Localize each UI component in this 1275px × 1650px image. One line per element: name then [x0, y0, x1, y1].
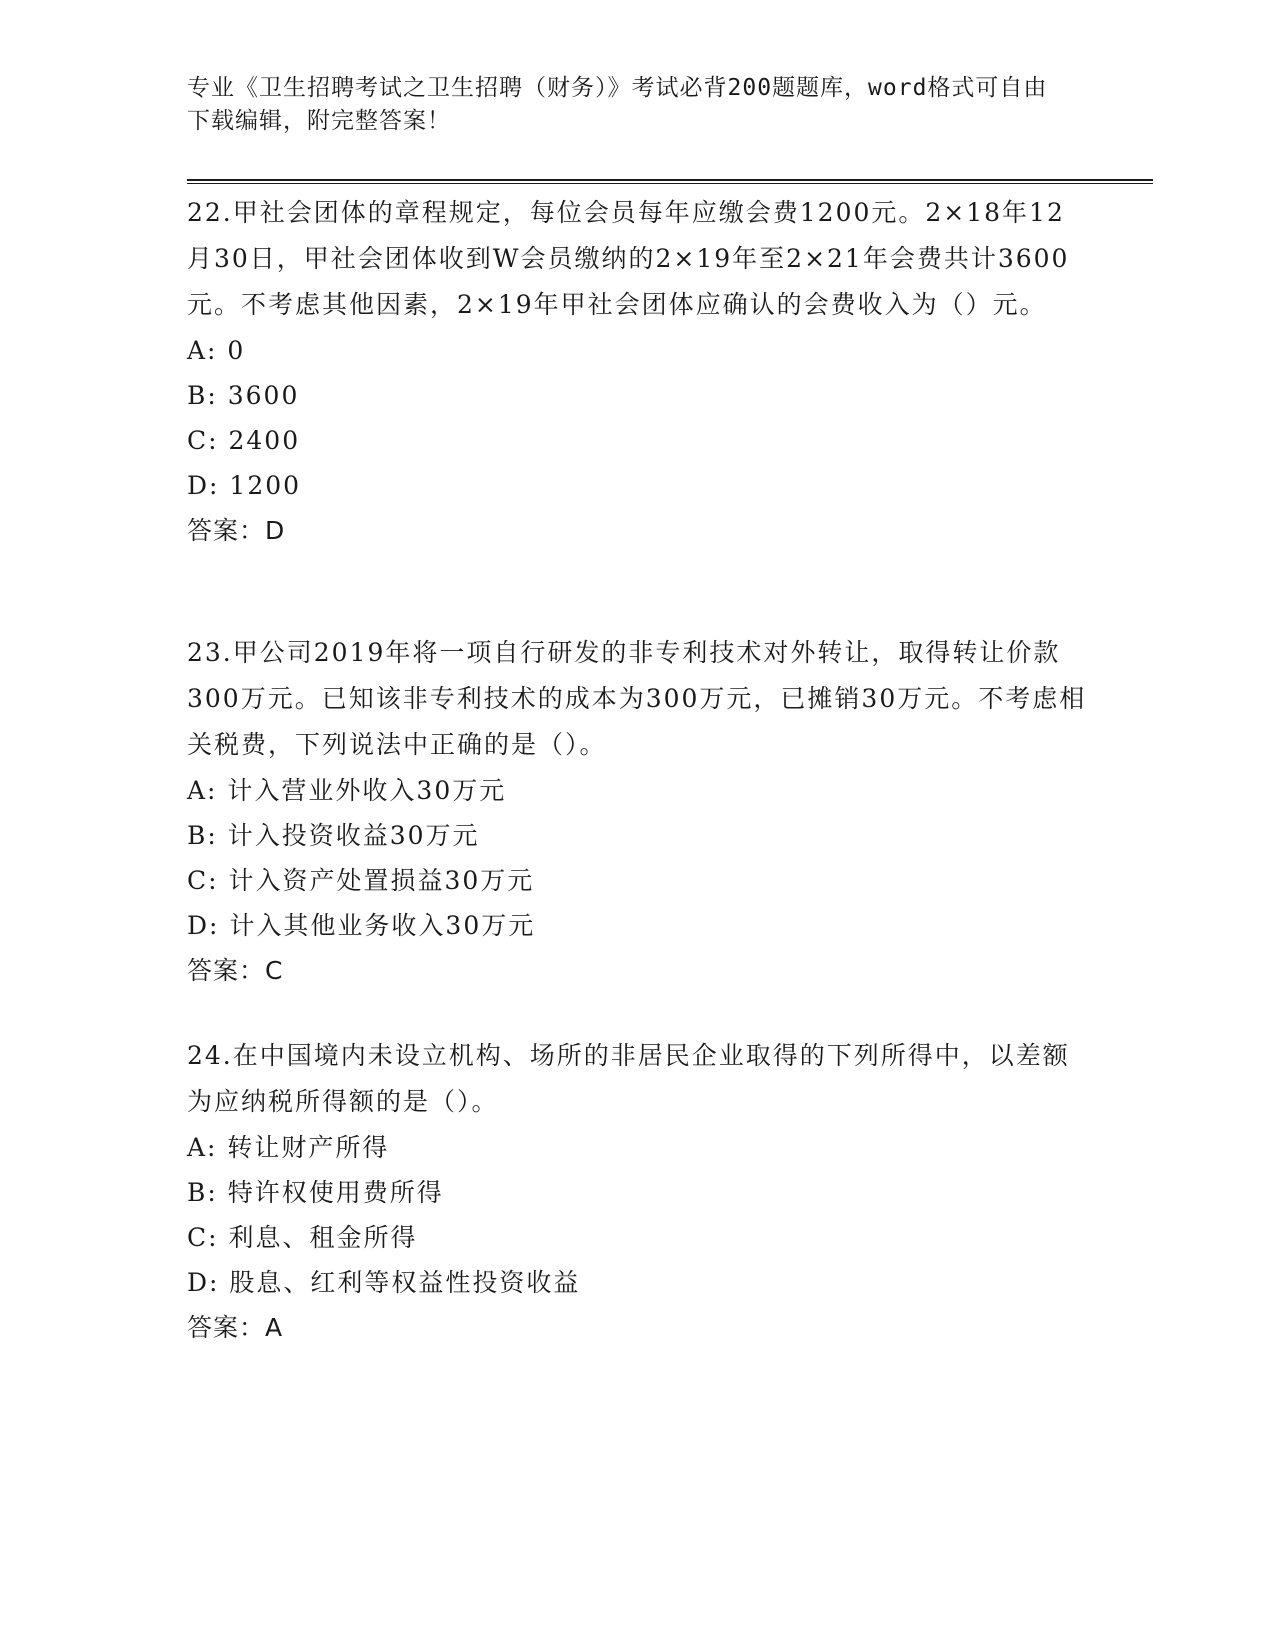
answer-text: 答案：A	[187, 1313, 284, 1342]
answer-text: 答案：C	[187, 956, 284, 985]
option-b: B: 计入投资收益30万元	[187, 821, 480, 850]
question-23	[187, 630, 1087, 994]
document-header: 专业《卫生招聘考试之卫生招聘（财务）》考试必背200题题库，word格式可自由下载编辑，附完整答案！	[187, 75, 1048, 134]
option-a: A: 0	[187, 336, 246, 365]
option-list	[187, 768, 1087, 948]
question-24	[187, 1033, 1087, 1351]
option-c: C: 利息、租金所得	[187, 1223, 418, 1252]
option-c: C: 2400	[187, 426, 301, 455]
question-stem: 22.甲社会团体的章程规定，每位会员每年应缴会费1200元。2×18年12月30日，甲社会团体收到W会员缴纳的2×19年至2×21年会费共计3600元。不考虑其他因素，2×19年甲社会团体应确认的会费收入为（）元。	[187, 198, 1070, 319]
option-a: A: 计入营业外收入30万元	[187, 776, 507, 805]
question-stem: 23.甲公司2019年将一项自行研发的非专利技术对外转让，取得转让价款300万元。已知该非专利技术的成本为300万元，已摊销30万元。不考虑相关税费，下列说法中正确的是（）。	[187, 638, 1087, 759]
question-22	[187, 190, 1087, 554]
option-b: B: 3600	[187, 381, 300, 410]
option-a: A: 转让财产所得	[187, 1133, 390, 1162]
option-list	[187, 1125, 1087, 1305]
header-divider-thin	[187, 183, 1153, 184]
answer-text: 答案：D	[187, 516, 286, 545]
question-stem: 24.在中国境内未设立机构、场所的非居民企业取得的下列所得中，以差额为应纳税所得额的是（）。	[187, 1041, 1070, 1116]
option-c: C: 计入资产处置损益30万元	[187, 866, 535, 895]
option-d: D: 1200	[187, 471, 302, 500]
option-list	[187, 328, 1087, 508]
option-d: D: 股息、红利等权益性投资收益	[187, 1268, 581, 1297]
option-d: D: 计入其他业务收入30万元	[187, 911, 536, 940]
header-divider-thick	[187, 179, 1153, 181]
option-b: B: 特许权使用费所得	[187, 1178, 444, 1207]
